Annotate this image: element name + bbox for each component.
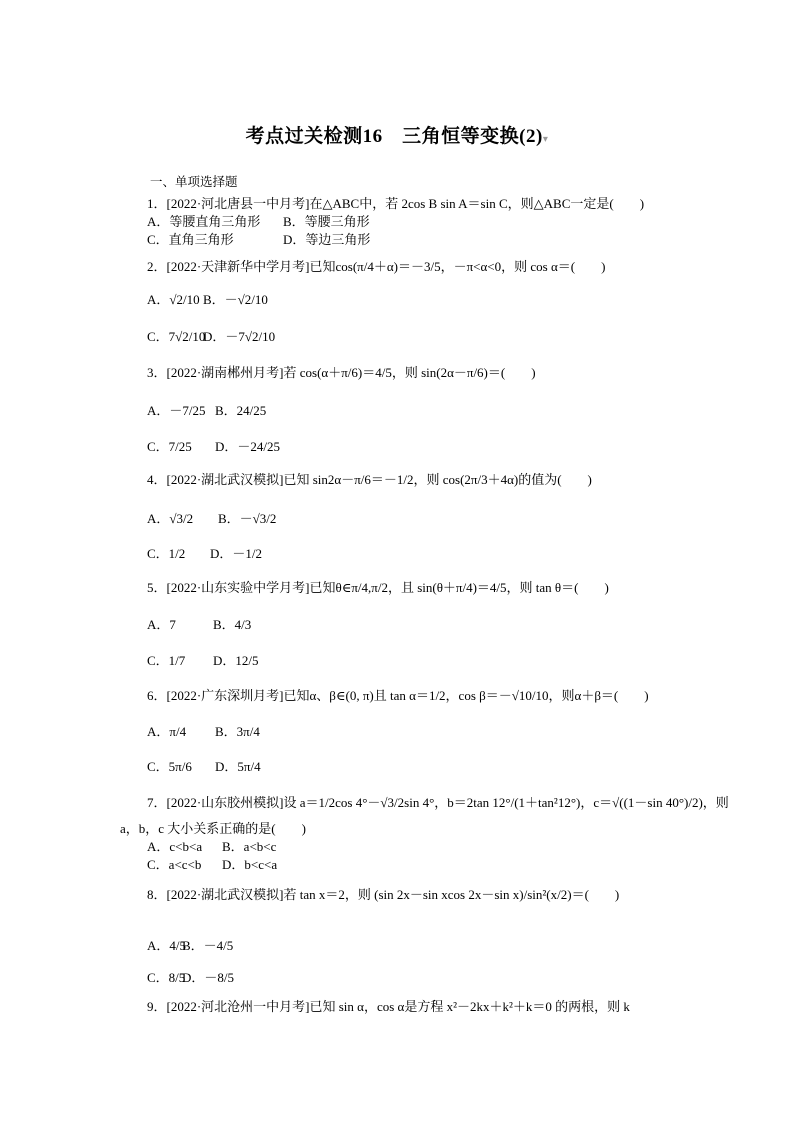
question-1-stem: 1．[2022·河北唐县一中月考]在△ABC中，若 2cos B sin A＝sin C，则△ABC一定是( ) [147,196,645,211]
question-7-stem-continued: a，b，c 大小关系正确的是( ) [120,821,306,836]
question-6-option-c[interactable]: C．5π/6 [147,759,192,774]
question-8-option-d[interactable]: D．－8/5 [182,970,235,985]
question-1-option-c[interactable]: C．直角三角形 [147,232,234,247]
question-8-option-b[interactable]: B．－4/5 [182,938,234,953]
page-title [0,121,794,148]
question-2-stem: 2．[2022·天津新华中学月考]已知cos(π/4＋α)＝－3/5，－π<α<0，则 cos α＝( ) [147,259,606,274]
question-6-stem: 6．[2022·广东深圳月考]已知α、β∈(0, π)且 tan α＝1/2，cos β＝－√10/10，则α＋β＝( ) [147,688,649,703]
question-1-option-b[interactable]: B．等腰三角形 [283,214,370,229]
question-2-option-c[interactable]: C．7√2/10 [147,329,206,344]
question-6-option-a[interactable]: A．π/4 [147,724,187,739]
question-3-option-a[interactable]: A．－7/25 [147,403,206,418]
question-2-option-b[interactable]: B．－√2/10 [203,292,268,307]
question-4-option-d[interactable]: D．－1/2 [210,546,263,561]
question-7-stem: 7．[2022·山东胶州模拟]设 a＝1/2cos 4°－√3/2sin 4°，b＝2tan 12°/(1＋tan²12°)，c＝√((1－sin 40°)/2)，则 [147,795,729,810]
question-9-stem: 9．[2022·河北沧州一中月考]已知 sin α，cos α是方程 x²－2kx＋k²＋k＝0 的两根，则 k [147,999,630,1014]
section-heading: 一、单项选择题 [150,175,238,189]
question-8-option-a[interactable]: A．4/5 [147,938,187,953]
question-7-option-b[interactable]: B．a<b<c [222,839,277,854]
question-4-option-a[interactable]: A．√3/2 [147,511,194,526]
question-5-stem: 5．[2022·山东实验中学月考]已知θ∈π/4,π/2，且 sin(θ＋π/4)＝4/5，则 tan θ＝( ) [147,580,609,595]
question-6-option-d[interactable]: D．5π/4 [215,759,261,774]
question-5-option-c[interactable]: C．1/7 [147,653,186,668]
dropdown-marker-icon: ▾ [542,134,549,145]
question-3-option-c[interactable]: C．7/25 [147,439,192,454]
question-8-option-c[interactable]: C．8/5 [147,970,186,985]
question-1-option-a[interactable]: A．等腰直角三角形 [147,214,261,229]
question-4-stem: 4．[2022·湖北武汉模拟]已知 sin2α－π/6＝－1/2，则 cos(2π/3＋4α)的值为( ) [147,472,592,487]
question-3-option-b[interactable]: B．24/25 [215,403,267,418]
question-5-option-d[interactable]: D．12/5 [213,653,259,668]
question-4-option-c[interactable]: C．1/2 [147,546,186,561]
question-2-option-d[interactable]: D．－7√2/10 [203,329,276,344]
question-3-stem: 3．[2022·湖南郴州月考]若 cos(α＋π/6)＝4/5，则 sin(2α－π/6)＝( ) [147,365,536,380]
question-2-option-a[interactable]: A．√2/10 [147,292,200,307]
question-7-option-a[interactable]: A．c<b<a [147,839,203,854]
question-6-option-b[interactable]: B．3π/4 [215,724,260,739]
question-7-option-d[interactable]: D．b<c<a [222,857,278,872]
question-7-option-c[interactable]: C．a<c<b [147,857,202,872]
question-4-option-b[interactable]: B．－√3/2 [218,511,277,526]
question-1-option-d[interactable]: D．等边三角形 [283,232,371,247]
question-8-stem: 8．[2022·湖北武汉模拟]若 tan x＝2，则 (sin 2x－sin xcos 2x－sin x)/sin²(x/2)＝( ) [147,887,620,902]
question-5-option-a[interactable]: A．7 [147,617,176,632]
question-3-option-d[interactable]: D．－24/25 [215,439,281,454]
page-title-text: 考点过关检测16 三角恒等变换(2) [245,126,543,147]
question-5-option-b[interactable]: B．4/3 [213,617,252,632]
